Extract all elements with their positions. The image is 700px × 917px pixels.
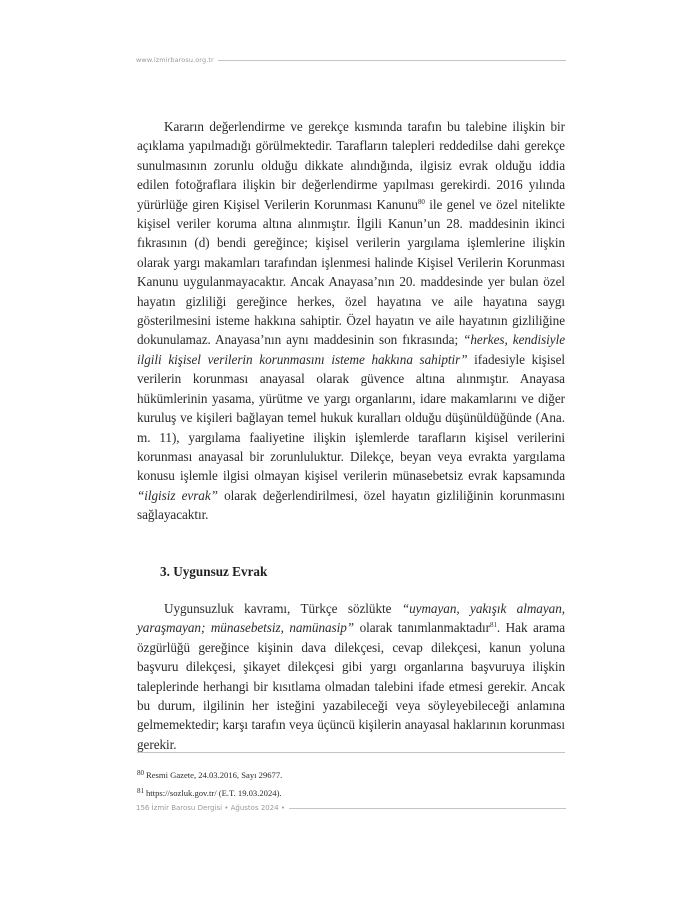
footnote-ref-80[interactable]: 80: [417, 197, 425, 206]
footnote-81: $^{81}$ https://sozluk.gov.tr/ (E.T. 19.03.2024).: [137, 787, 282, 798]
footnote-link[interactable]: https://sozluk.gov.tr/ (E.T. 19.03.2024).: [146, 788, 282, 798]
footnote-separator: [137, 752, 565, 753]
section-heading: 3. Uygunsuz Evrak: [160, 564, 268, 579]
quote-1: “herkes, kendisiyle ilgili kişisel verilerin korunmasını isteme hakkına sahiptir”: [137, 332, 565, 367]
paragraph-1: Kararın değerlendirme ve gerekçe kısmında tarafın bu talebine ilişkin bir açıklama yapılmadığı görülmektedir. Tarafların talepleri reddedilse dahi gerekçe sunulmasının zorunlu olduğu dikkate alındığında, ilgisiz evrak olduğu iddia edilen fotoğraflara ilişkin bir değerlendirme yapılması gerekirdi. 2016 yılında yürürlüğe giren Kişisel Verilerin Korunması Kanunu$^{80}$ ile genel ve özel nitelikte kişisel veriler koruma altına alınmıştır. İlgili Kanun’un 28. maddesinin ikinci fıkrasının (d) bendi gereğince; kişisel verilerin yargılama işlemlerine ilişkin olarak yargı makamları tarafından işlenmesi halinde Kişisel Verilerin Korunması Kanunu uygulanmayacaktır. Ancak Anayasa’nın 20. maddesinde yer bulan özel hayatın gizliliği gereğince herkes, özel hayatına ve aile hayatına saygı gösterilmesini isteme hakkına sahiptir. Özel hayatın ve aile hayatının gizliliğine dokunulamaz. Anayasa’nın aynı maddesinin son fıkrasında; “herkes, kendisiyle ilgili kişisel verilerin korunmasını isteme hakkına sahiptir” ifadesiyle kişisel verilerin korunması anayasal olarak güvence altına alınmıştır. Anayasa hükümlerinin yasama, yürütme ve yargı organlarını, idare makamlarını ve diğer kuruluş ve kişileri bağlayan temel hukuk kuralları olduğu düşünüldüğünde (Ana. m. 11), yargılama faaliyetine ilişkin işlemlerde tarafların kişisel verilerini korunması anayasal bir zorunluluktur. Dilekçe, beyan veya evrakta yargılama konusu işlemle ilgisi olmayan kişisel verilerin münasebetsiz evrak kapsamında “ilgisiz evrak” olarak değerlendirilmesi, özel hayatın gizliliğinin korunmasını sağlayacaktır.: [137, 119, 566, 523]
footer-rule: [289, 808, 566, 809]
page-footer: [136, 802, 566, 814]
header-url: www.izmirbarosu.org.tr: [136, 56, 214, 64]
main-text-block-2: [137, 599, 565, 754]
footer-text: 156 İzmir Barosu Dergisi • Ağustos 2024 •: [136, 804, 285, 812]
page-header: [136, 54, 566, 66]
quote-2: “ilgisiz evrak”: [137, 487, 218, 503]
footnote-80: $^{80}$ Resmi Gazete, 24.03.2016, Sayı 29677.: [137, 769, 283, 780]
header-rule: [218, 60, 566, 61]
paragraph-2: Uygunsuzluk kavramı, Türkçe sözlükte “uymayan, yakışık almayan, yaraşmayan; münasebetsiz, namünasip” olarak tanımlanmaktadır$^{81}$. Hak arama özgürlüğü gereğince kişinin dava dilekçesi, cevap dilekçesi, kanun yoluna başvuru dilekçesi, şikayet dilekçesi gibi yargı organlarına başvuruya ilişkin taleplerinde herhangi bir kısıtlama olmadan talebini ifade etmesi gerekir. Ancak bu durum, ilgilinin her isteğini yazabileceği veya söyleyebileceği anlamına gelmemektedir; karşı tarafın veya üçüncü kişilerin anayasal haklarının korunması gerekir.: [137, 601, 565, 752]
main-text-block-1: [137, 117, 565, 525]
footnote-ref-81[interactable]: 81: [490, 621, 497, 630]
dictionary-quote: “uymayan, yakışık almayan, yaraşmayan; münasebetsiz, namünasip”: [137, 601, 565, 636]
footnotes: [137, 766, 567, 802]
